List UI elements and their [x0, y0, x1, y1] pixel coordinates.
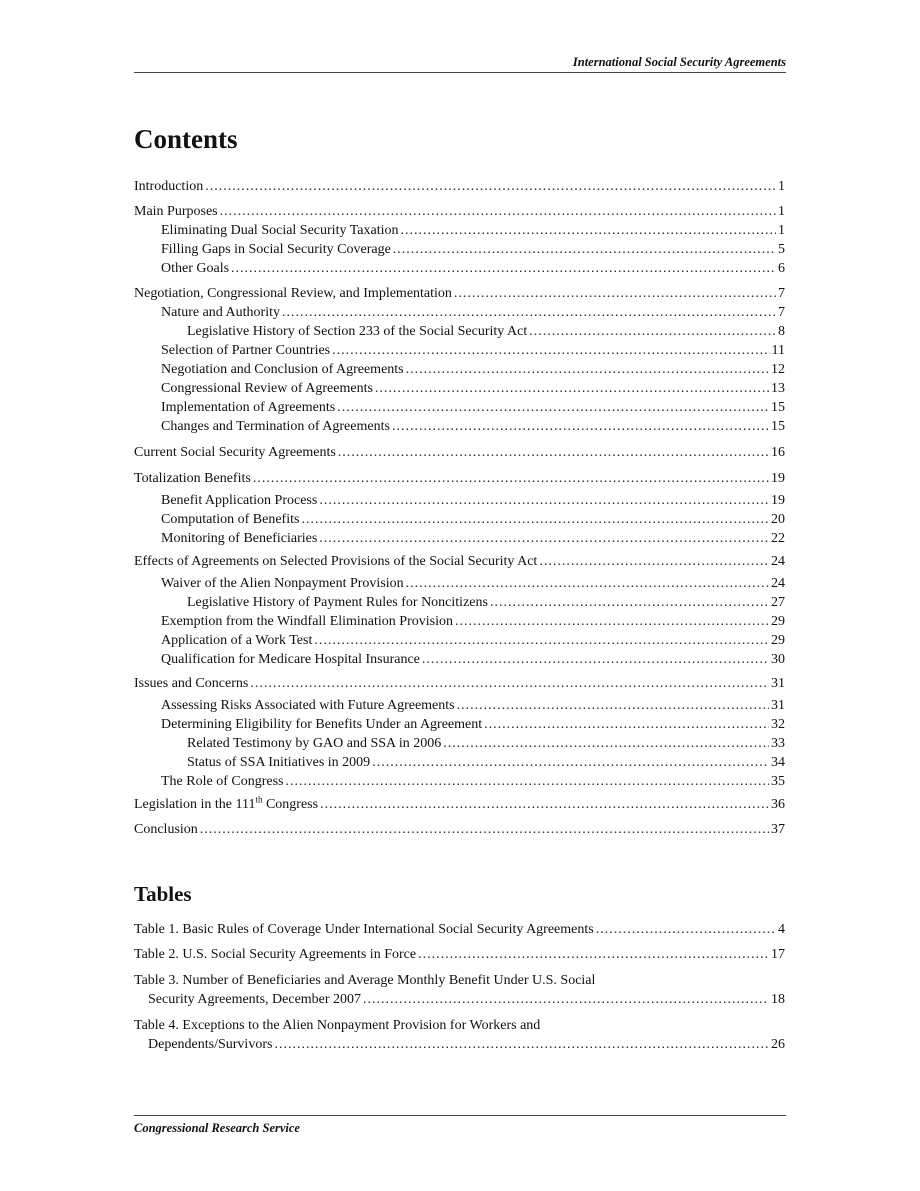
toc-entry[interactable]: Monitoring of Beneficiaries ..... 22 [134, 529, 785, 548]
toc-entry[interactable]: Implementation of Agreements ..... 15 [134, 398, 785, 417]
toc-entry[interactable]: Assessing Risks Associated with Future Agreements ..... 31 [134, 696, 785, 715]
toc-entry[interactable]: Negotiation and Conclusion of Agreements ..... 12 [134, 360, 785, 379]
toc-entry[interactable]: Related Testimony by GAO and SSA in 2006 ..... 33 [134, 734, 785, 753]
toc-entry[interactable]: Main Purposes ..... 1 [134, 202, 785, 221]
toc-entry[interactable]: Legislative History of Payment Rules for Noncitizens ..... 27 [134, 593, 785, 612]
toc-entry[interactable]: Selection of Partner Countries ..... 11 [134, 341, 785, 360]
table-entry[interactable]: Table 1. Basic Rules of Coverage Under International Social Security Agreements ..... 4 [134, 920, 785, 939]
toc-entry[interactable]: Conclusion ..... 37 [134, 820, 785, 839]
running-footer: Congressional Research Service [134, 1121, 300, 1135]
running-header: International Social Security Agreements [572, 55, 786, 69]
toc-entry[interactable]: Application of a Work Test ..... 29 [134, 631, 785, 650]
toc-entry[interactable]: Current Social Security Agreements ..... 16 [134, 443, 785, 462]
toc-entry[interactable]: Waiver of the Alien Nonpayment Provision ..... 24 [134, 574, 785, 593]
toc-entry[interactable]: Eliminating Dual Social Security Taxation ..... 1 [134, 221, 785, 240]
toc-entry[interactable]: Congressional Review of Agreements ..... 13 [134, 379, 785, 398]
toc-entry[interactable]: Introduction ..... 1 [134, 177, 785, 196]
toc-entry[interactable]: Other Goals ..... 6 [134, 259, 785, 278]
tables-title: Tables [134, 882, 192, 906]
toc-entry[interactable]: Negotiation, Congressional Review, and Implementation ..... 7 [134, 284, 785, 303]
toc-entry[interactable]: Issues and Concerns ..... 31 [134, 674, 785, 693]
footer-rule [134, 1115, 786, 1116]
toc-entry[interactable]: Changes and Termination of Agreements ..... 15 [134, 417, 785, 436]
toc-entry[interactable]: Totalization Benefits ..... 19 [134, 469, 785, 488]
toc-entry[interactable]: Benefit Application Process ..... 19 [134, 491, 785, 510]
toc-entry[interactable]: Legislative History of Section 233 of the Social Security Act ..... 8 [134, 322, 785, 341]
toc-entry[interactable]: Nature and Authority ..... 7 [134, 303, 785, 322]
toc-entry[interactable]: Status of SSA Initiatives in 2009 ..... 34 [134, 753, 785, 772]
header-rule [134, 72, 786, 73]
toc-entry[interactable]: Determining Eligibility for Benefits Under an Agreement ..... 32 [134, 715, 785, 734]
toc-entry[interactable]: Exemption from the Windfall Elimination Provision ..... 29 [134, 612, 785, 631]
contents-title: Contents [134, 124, 238, 154]
table-entry[interactable]: Table 2. U.S. Social Security Agreements in Force ..... 17 [134, 945, 785, 964]
toc-entry[interactable]: Computation of Benefits ..... 20 [134, 510, 785, 529]
table-entry[interactable]: Table 3. Number of Beneficiaries and Average Monthly Benefit Under U.S. Social Security Agreements, December 2007 ..... 18 [134, 971, 785, 1009]
toc-entry[interactable]: The Role of Congress ..... 35 [134, 772, 785, 791]
toc-entry[interactable]: Filling Gaps in Social Security Coverage ..... 5 [134, 240, 785, 259]
table-entry[interactable]: Table 4. Exceptions to the Alien Nonpayment Provision for Workers and Dependents/Survivors ..... 26 [134, 1016, 785, 1054]
toc-entry[interactable]: Qualification for Medicare Hospital Insurance ..... 30 [134, 650, 785, 669]
toc-entry[interactable]: Legislation in the 111th Congress ..... 36 [134, 795, 785, 814]
toc-entry[interactable]: Effects of Agreements on Selected Provisions of the Social Security Act ..... 24 [134, 552, 785, 571]
